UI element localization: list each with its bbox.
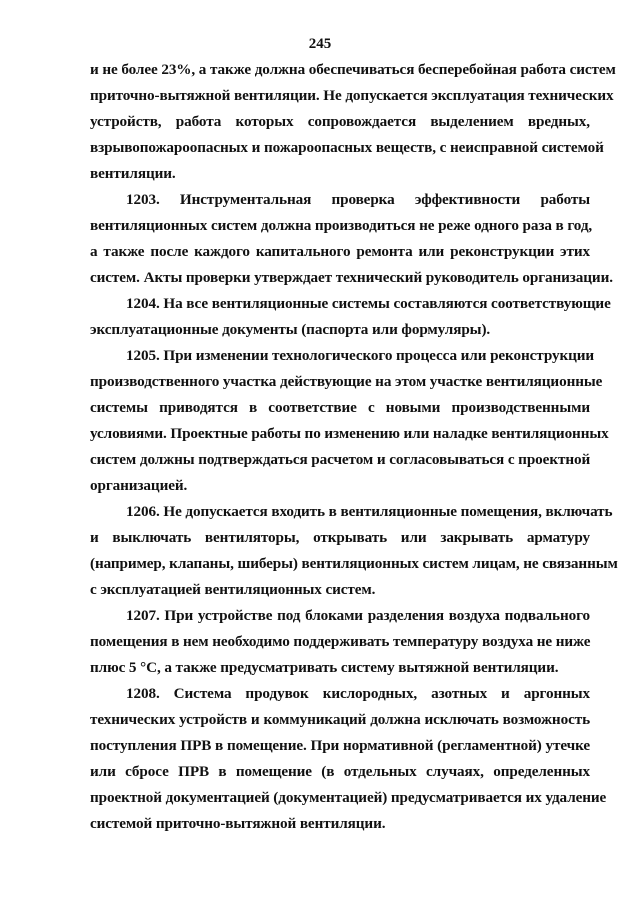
text-line: производственного участка действующие на этом участке вентиляционные bbox=[90, 373, 603, 390]
text-line: условиями. Проектные работы по изменению или наладке вентиляционных bbox=[90, 425, 609, 442]
text-line: 1206. Не допускается входить в вентиляционные помещения, включать bbox=[126, 503, 613, 520]
text-line: или сбросе ПРВ в помещение (в отдельных случаях, определенных bbox=[90, 763, 590, 780]
text-line: 1205. При изменении технологического процесса или реконструкции bbox=[126, 347, 595, 364]
text-line: вентиляционных систем должна производиться не реже одного раза в год, bbox=[90, 217, 593, 234]
text-line: взрывопожароопасных и пожароопасных веществ, с неисправной системой bbox=[90, 139, 604, 156]
text-line: плюс 5 °С, а также предусматривать систему вытяжной вентиляции. bbox=[90, 659, 559, 676]
text-line: приточно-вытяжной вентиляции. Не допускается эксплуатация технических bbox=[90, 87, 614, 104]
text-line: 1207. При устройстве под блоками разделения воздуха подвального bbox=[126, 607, 590, 624]
text-line: (например, клапаны, шиберы) вентиляционных систем лицам, не связанным bbox=[90, 555, 618, 572]
text-line: 1208. Система продувок кислородных, азотных и аргонных bbox=[126, 685, 590, 702]
text-line: 1204. На все вентиляционные системы составляются соответствующие bbox=[126, 295, 611, 312]
text-line: устройств, работа которых сопровождается выделением вредных, bbox=[90, 113, 590, 130]
page-number: 245 bbox=[308, 36, 332, 52]
text-line: и выключать вентиляторы, открывать или закрывать арматуру bbox=[90, 529, 590, 546]
text-line: с эксплуатацией вентиляционных систем. bbox=[90, 581, 376, 598]
text-line: 1203. Инструментальная проверка эффективности работы bbox=[126, 191, 590, 208]
text-line: системой приточно-вытяжной вентиляции. bbox=[90, 815, 386, 832]
text-line: помещения в нем необходимо поддерживать температуру воздуха не ниже bbox=[90, 633, 591, 650]
text-line: эксплуатационные документы (паспорта или формуляры). bbox=[90, 321, 491, 338]
text-line: а также после каждого капитального ремонта или реконструкции этих bbox=[90, 243, 590, 260]
text-line: технических устройств и коммуникаций должна исключать возможность bbox=[90, 711, 590, 728]
text-line: и не более 23%, а также должна обеспечиваться бесперебойная работа систем bbox=[90, 61, 616, 78]
text-line: систем должны подтверждаться расчетом и согласовываться с проектной bbox=[90, 451, 591, 468]
text-line: вентиляции. bbox=[90, 165, 176, 182]
text-line: системы приводятся в соответствие с новыми производственными bbox=[90, 399, 590, 416]
text-line: систем. Акты проверки утверждает технический руководитель организации. bbox=[90, 269, 613, 286]
text-line: организацией. bbox=[90, 477, 188, 494]
text-line: проектной документацией (документацией) предусматривается их удаление bbox=[90, 789, 607, 806]
text-line: поступления ПРВ в помещение. При нормативной (регламентной) утечке bbox=[90, 737, 590, 754]
